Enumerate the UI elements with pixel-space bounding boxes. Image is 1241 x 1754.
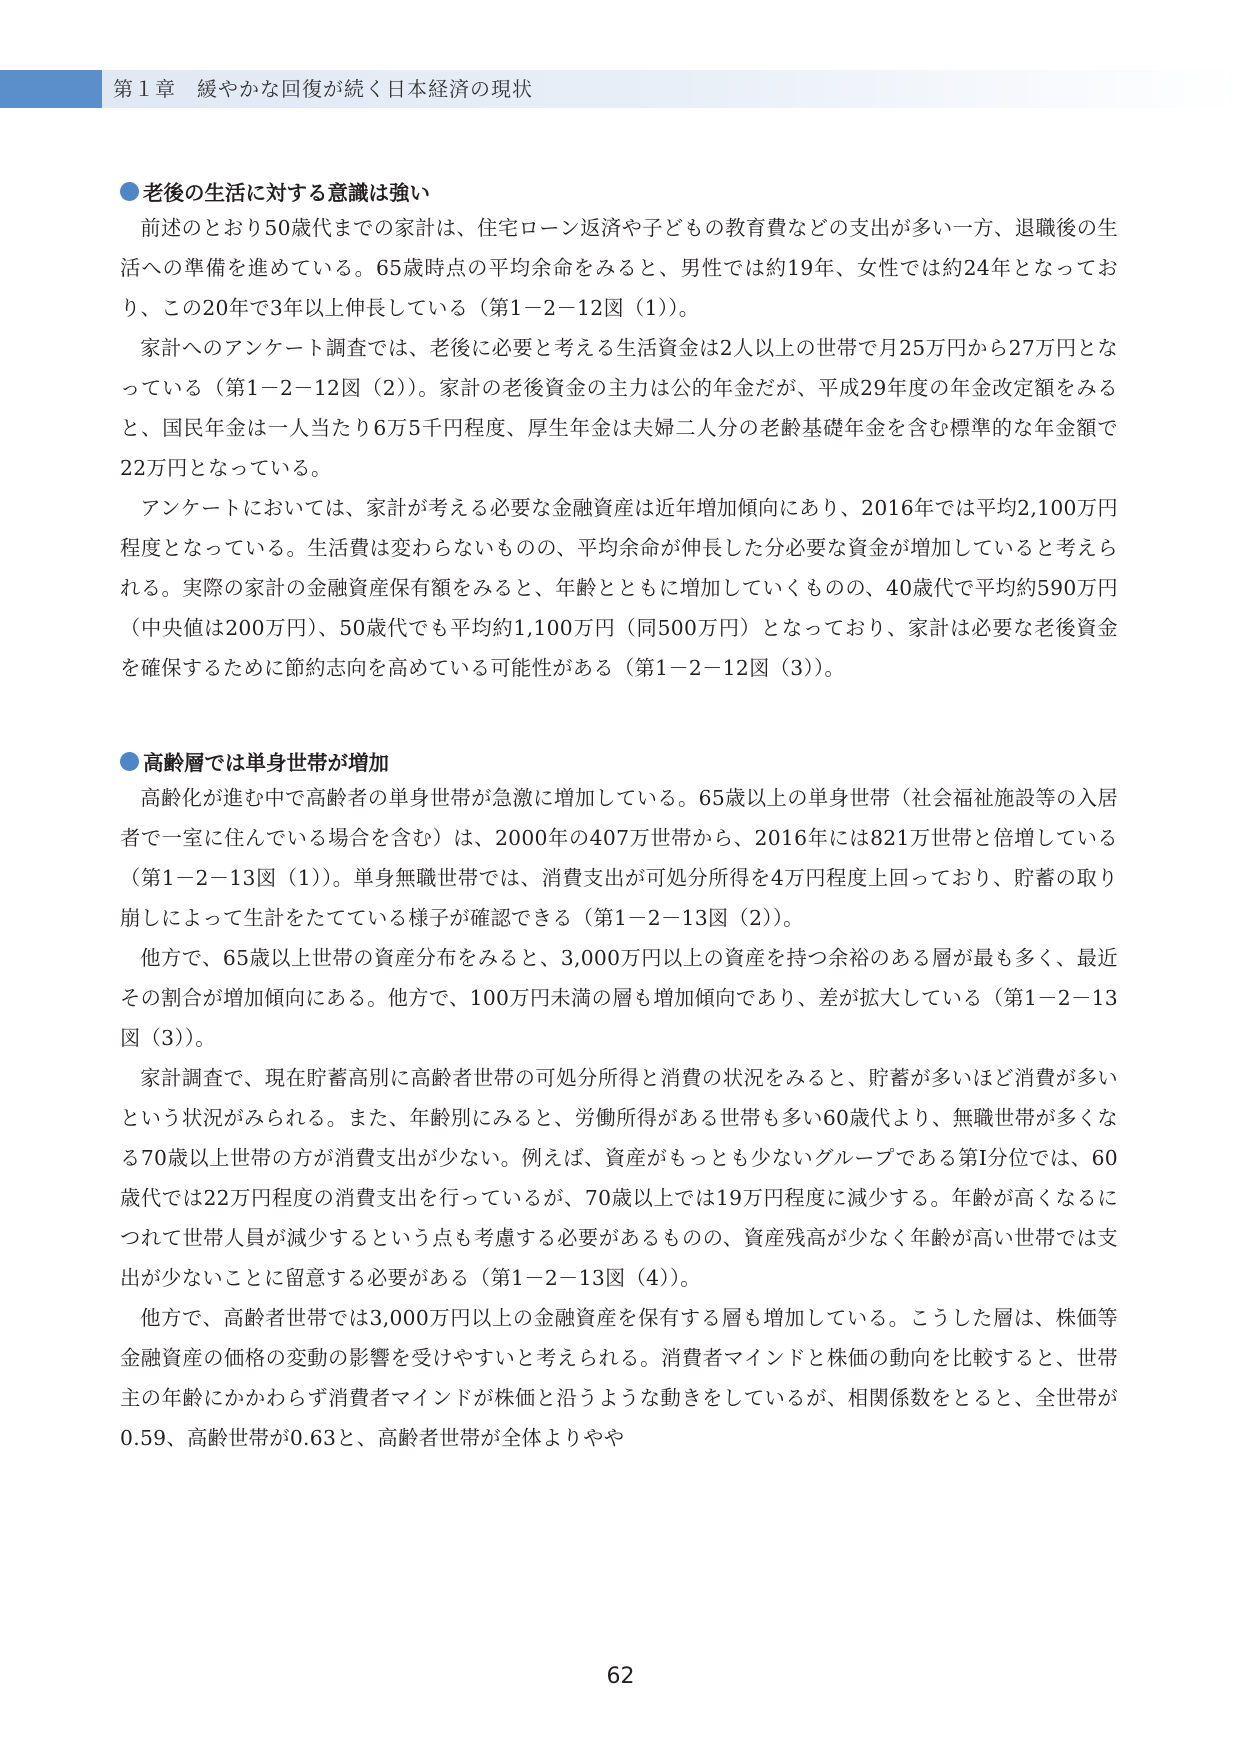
paragraph: 家計調査で、現在貯蓄高別に高齢者世帯の可処分所得と消費の状況をみると、貯蓄が多いほど消費が多いという状況がみられる。また、年齢別にみると、労働所得がある世帯も多い60歳代より、無職世帯が多くなる70歳以上世帯の方が消費支出が少ない。例えば、資産がもっとも少ないグループである第Ⅰ分位では、60歳代では22万円程度の消費支出を行っているが、70歳以上では19万円程度に減少する。年齢が高くなるにつれて世帯人員が減少するという点も考慮する必要があるものの、資産残高が少なく年齢が高い世帯では支出が少ないことに留意する必要がある（第1－2－13図（4））。 bbox=[120, 1066, 1118, 1290]
chapter-header-accent bbox=[0, 70, 102, 108]
paragraph: 高齢化が進む中で高齢者の単身世帯が急激に増加している。65歳以上の単身世帯（社会福祉施設等の入居者で一室に住んでいる場合を含む）は、2000年の407万世帯から、2016年には821万世帯と倍増している（第1－2－13図（1））。単身無職世帯では、消費支出が可処分所得を4万円程度上回っており、貯蓄の取り崩しによって生計をたてている様子が確認できる（第1－2－13図（2））。 bbox=[120, 786, 1118, 930]
page-number: 62 bbox=[606, 1664, 635, 1689]
paragraph: 家計へのアンケート調査では、老後に必要と考える生活資金は2人以上の世帯で月25万円から27万円となっている（第1－2－12図（2））。家計の老後資金の主力は公的年金だが、平成29年度の年金改定額をみると、国民年金は一人当たり6万5千円程度、厚生年金は夫婦二人分の老齢基礎年金を含む標準的な年金額で22万円となっている。 bbox=[120, 336, 1118, 480]
section-spacer bbox=[120, 688, 1118, 744]
section-retirement-awareness bbox=[120, 174, 1118, 688]
chapter-title: 第１章 緩やかな回復が続く日本経済の現状 bbox=[113, 77, 533, 101]
blue-circle-bullet-icon bbox=[120, 182, 139, 201]
page-body bbox=[120, 174, 1118, 1458]
paragraph: 他方で、65歳以上世帯の資産分布をみると、3,000万円以上の資産を持つ余裕のある層が最も多く、最近その割合が増加傾向にある。他方で、100万円未満の層も増加傾向であり、差が拡大している（第1－2－13図（3））。 bbox=[120, 946, 1118, 1050]
section-heading bbox=[120, 174, 1118, 208]
paragraph: アンケートにおいては、家計が考える必要な金融資産は近年増加傾向にあり、2016年では平均2,100万円程度となっている。生活費は変わらないものの、平均余命が伸長した分必要な資金が増加していると考えられる。実際の家計の金融資産保有額をみると、年齢とともに増加していくものの、40歳代で平均約590万円（中央値は200万円）、50歳代でも平均約1,100万円（同500万円）となっており、家計は必要な老後資金を確保するために節約志向を高めている可能性がある（第1－2－12図（3））。 bbox=[120, 496, 1118, 680]
paragraph: 他方で、高齢者世帯では3,000万円以上の金融資産を保有する層も増加している。こうした層は、株価等金融資産の価格の変動の影響を受けやすいと考えられる。消費者マインドと株価の動向を比較すると、世帯主の年齢にかかわらず消費者マインドが株価と沿うような動きをしているが、相関係数をとると、全世帯が0.59、高齢世帯が0.63と、高齢者世帯が全体よりやや bbox=[120, 1306, 1118, 1450]
paragraph: 前述のとおり50歳代までの家計は、住宅ローン返済や子どもの教育費などの支出が多い一方、退職後の生活への準備を進めている。65歳時点の平均余命をみると、男性では約19年、女性では約24年となっており、この20年で3年以上伸長している（第1－2－12図（1））。 bbox=[120, 216, 1118, 320]
blue-circle-bullet-icon bbox=[120, 752, 139, 771]
section-single-households bbox=[120, 744, 1118, 1458]
section-heading-text: 老後の生活に対する意識は強い bbox=[143, 181, 430, 205]
section-heading bbox=[120, 744, 1118, 778]
section-heading-text: 高齢層では単身世帯が増加 bbox=[143, 751, 389, 775]
